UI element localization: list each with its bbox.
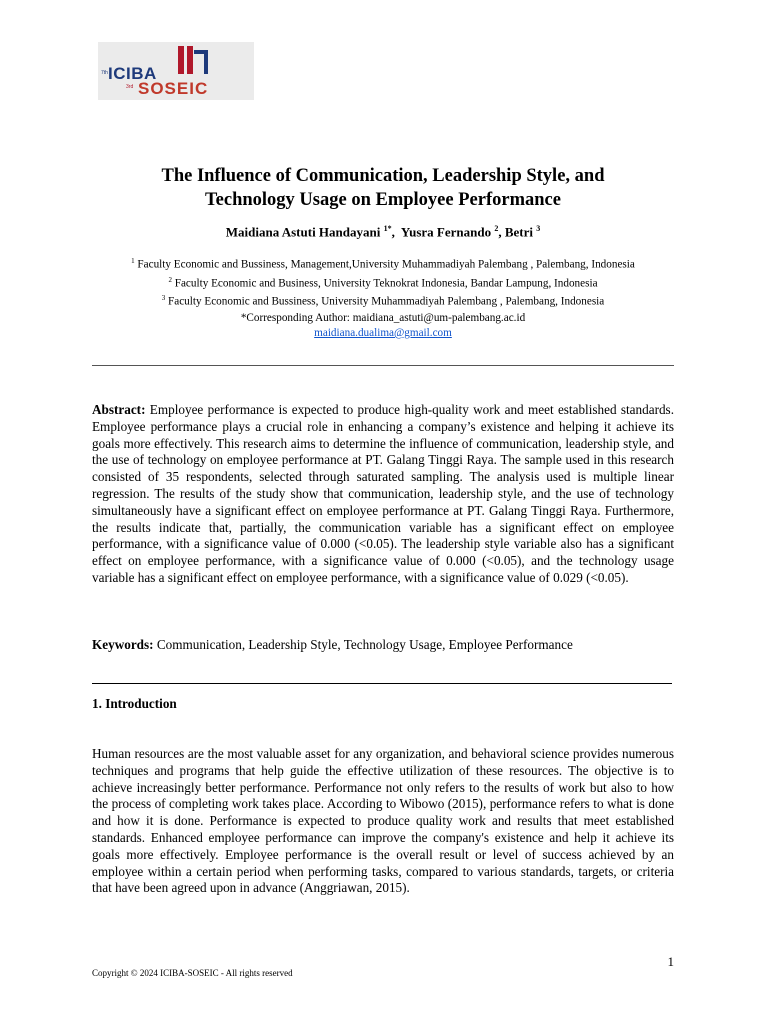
affiliation-text: Faculty Economic and Bussiness, University Muhammadiyah Palembang , Palembang, Indonesia [168,296,605,309]
affiliation-text: Faculty Economic and Bussiness, Management,University Muhammadiyah Palembang , Palembang, Indonesia [137,258,635,271]
logo-mark-bar-right [187,46,193,74]
keywords-section [92,636,674,653]
section-divider [92,683,672,684]
logo-mark-arch [194,50,208,74]
affiliation-sup: 2 [168,275,172,284]
author-separator: , [498,224,505,240]
author-list [92,224,674,240]
paper-title-line2: Technology Usage on Employee Performance [205,190,561,210]
page-number: 1 [667,954,674,969]
logo-name-bottom: SOSEIC [138,79,209,98]
affiliation-item [92,254,674,273]
author-sup: 3 [536,224,541,233]
author-name: Yusra Fernando [400,224,492,240]
logo-mark-bar-left [178,46,184,74]
author-name: Betri [504,224,533,240]
abstract-label: Abstract: [92,402,146,417]
corresponding-author-text: *Corresponding Author: maidiana_astuti@um-palembang.ac.id [240,312,526,324]
section-heading-introduction: 1. Introduction [92,696,177,711]
author-separator: , [391,224,401,240]
introduction-paragraph: Human resources are the most valuable asset for any organization, and behavioral science provides numerous techniques and programs that help guide the effective utilization of these resources. The objective is to achieve increasingly better performance. Performance not only refers to the results of work but also to how the process of completing work takes place. According to Wibowo (2015), performance refers to what is done and how it is done. Performance is expected to produce quality work and results that meet established standards. Enhanced employee performance can improve the company's existence and help it achieve its goals more effectively. Employee performance is the overall result or level of success achieved by an employee within a certain period when performing tasks, compared to various standards, targets, or criteria that have been agreed upon in advance (Anggriawan, 2015). [92,746,674,896]
keywords-text: Communication, Leadership Style, Technology Usage, Employee Performance [153,637,573,652]
affiliation-text: Faculty Economic and Business, University Teknokrat Indonesia, Bandar Lampung, Indonesia [174,277,598,290]
affiliation-item [92,291,674,310]
affiliation-list [92,254,674,310]
logo-ordinal-bottom: 3rd [126,84,134,90]
affiliation-sup: 1 [131,257,135,265]
copyright-notice: Copyright © 2024 ICIBA-SOSEIC - All rights reserved [92,968,293,978]
author-sup: 1* [383,224,392,233]
author-name: Maidiana Astuti Handayani [225,224,381,240]
paper-title [92,164,674,212]
logo-ordinal-top: 7th [101,70,108,76]
conference-logo [98,42,254,100]
abstract-text: Employee performance is expected to produce high-quality work and meet established standards. Employee performance plays a crucial role in enhancing a company’s existence and helping it achieve its goals more effectively. This research aims to determine the influence of communication, leadership style, and the use of technology on employee performance at PT. Galang Tinggi Raya. The sample used in this research consisted of 35 respondents, selected through saturated sampling. The analysis used is multiple linear regression. The results of the study show that communication, leadership style, and the use of technology simultaneously have a significant effect on employee performance at PT. Galang Tinggi Raya. Furthermore, the results indicate that, partially, the communication variable has a significant effect on employee performance, with a significance value of 0.000 (<0.05). The leadership style variable also has a significant effect on employee performance, with a significance value of 0.000 (<0.05), and the technology usage variable has a significant effect on employee performance, with a significance value of 0.029 (<0.05). [92,402,674,585]
corresponding-author [92,311,674,341]
affiliation-sup: 3 [161,294,166,303]
affiliation-item [92,273,674,292]
keywords-label: Keywords: [92,637,154,652]
author-sup: 2 [494,224,499,233]
paper-title-line1: The Influence of Communication, Leadership Style, and [161,166,605,186]
corresponding-email-link[interactable]: maidiana.dualima@gmail.com [314,327,452,339]
header-divider [92,365,674,366]
logo-name-top: ICIBA [108,64,157,83]
abstract-section [92,402,674,587]
